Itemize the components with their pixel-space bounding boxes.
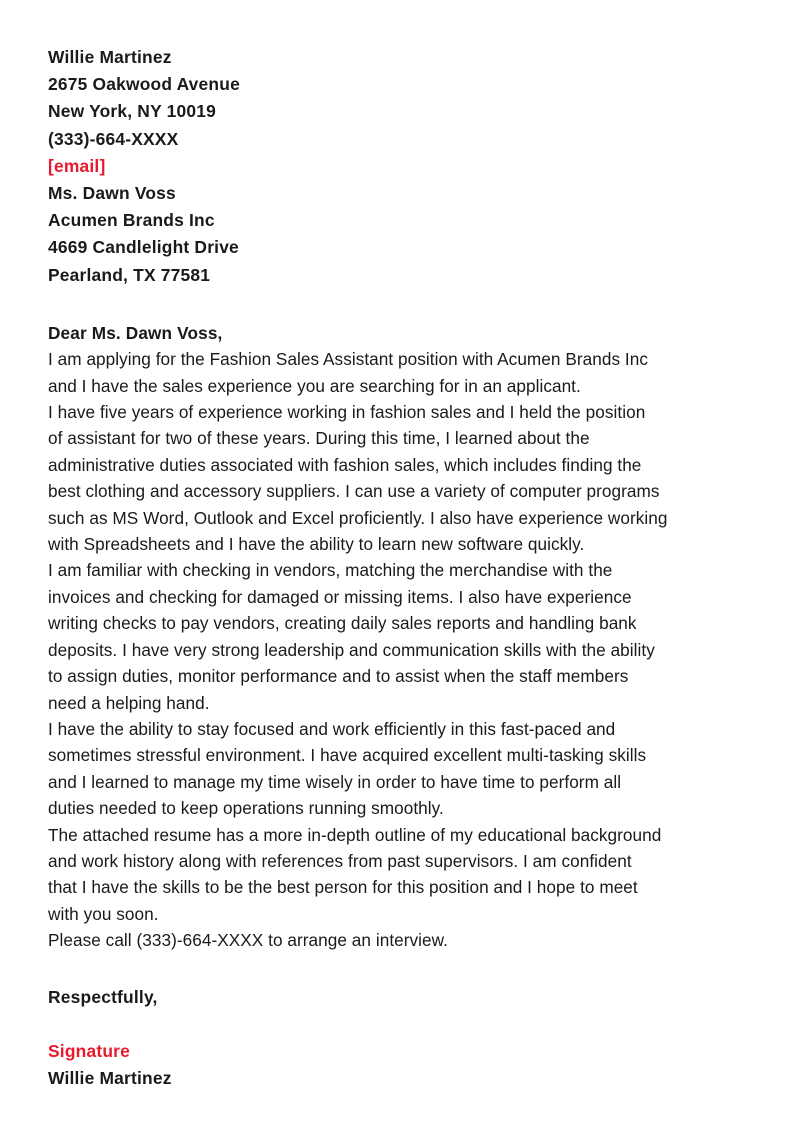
signature-placeholder — [48, 1038, 754, 1065]
paragraph-line: duties needed to keep operations running smoothly. — [48, 798, 444, 819]
paragraph-line: writing checks to pay vendors, creating daily sales reports and handling bank — [48, 613, 637, 634]
paragraph-closing-pitch — [48, 822, 754, 928]
paragraph-line: and I learned to manage my time wisely in order to have time to perform all — [48, 771, 622, 792]
paragraph-line: need a helping hand. — [48, 692, 210, 713]
paragraph-line: Please call (333)-664-XXXX to arrange an interview. — [48, 930, 448, 951]
paragraph-intro — [48, 346, 754, 399]
paragraph-vendor-skills — [48, 557, 754, 715]
paragraph-line: I am familiar with checking in vendors, matching the merchandise with the — [48, 560, 613, 581]
signer-name-text: Willie Martinez — [48, 1067, 172, 1088]
paragraph-line: invoices and checking for damaged or missing items. I also have experience — [48, 586, 632, 607]
paragraph-line: I am applying for the Fashion Sales Assistant position with Acumen Brands Inc — [48, 349, 648, 370]
closing-spacer — [48, 954, 754, 984]
paragraph-line: best clothing and accessory suppliers. I can use a variety of computer programs — [48, 481, 660, 502]
recipient-company: Acumen Brands Inc — [48, 210, 215, 231]
signature-placeholder-text: Signature — [48, 1040, 131, 1061]
sender-street: 2675 Oakwood Avenue — [48, 74, 240, 95]
paragraph-line: I have five years of experience working in fashion sales and I held the position — [48, 402, 646, 423]
paragraph-line: and I have the sales experience you are searching for in an applicant. — [48, 375, 581, 396]
paragraph-line: with you soon. — [48, 903, 159, 924]
paragraph-line: administrative duties associated with fashion sales, which includes finding the — [48, 454, 642, 475]
recipient-address-block — [48, 180, 754, 289]
sender-name: Willie Martinez — [48, 47, 172, 67]
signer-name — [48, 1065, 754, 1092]
salutation-text: Dear Ms. Dawn Voss, — [48, 322, 223, 343]
paragraph-line: sometimes stressful environment. I have acquired excellent multi-tasking skills — [48, 745, 647, 766]
paragraph-line: that I have the skills to be the best person for this position and I hope to meet — [48, 877, 638, 898]
sender-phone: (333)-664-XXXX — [48, 128, 179, 149]
paragraph-line: and work history along with references from past supervisors. I am confident — [48, 850, 632, 871]
valediction — [48, 984, 754, 1011]
sender-email-placeholder: [email] — [48, 155, 106, 176]
paragraph-line: to assign duties, monitor performance and to assist when the staff members — [48, 666, 629, 687]
paragraph-line: with Spreadsheets and I have the ability to learn new software quickly. — [48, 534, 585, 555]
valediction-text: Respectfully, — [48, 986, 158, 1007]
letter-body — [48, 44, 754, 1092]
recipient-street: 4669 Candlelight Drive — [48, 237, 239, 258]
paragraph-call-to-action — [48, 927, 754, 953]
paragraph-line: such as MS Word, Outlook and Excel proficiently. I also have experience working — [48, 507, 668, 528]
paragraph-line: I have the ability to stay focused and work efficiently in this fast-paced and — [48, 718, 616, 739]
paragraph-line: The attached resume has a more in-depth outline of my educational background — [48, 824, 662, 845]
paragraph-line: of assistant for two of these years. During this time, I learned about the — [48, 428, 590, 449]
sender-address-block — [48, 44, 754, 180]
recipient-name: Ms. Dawn Voss — [48, 183, 176, 204]
signature-spacer — [48, 1011, 754, 1038]
recipient-city-state-zip: Pearland, TX 77581 — [48, 264, 211, 285]
sender-city-state-zip: New York, NY 10019 — [48, 101, 216, 122]
paragraph-line: deposits. I have very strong leadership and communication skills with the ability — [48, 639, 655, 660]
paragraph-experience — [48, 399, 754, 557]
paragraph-work-style — [48, 716, 754, 822]
salutation — [48, 320, 754, 346]
